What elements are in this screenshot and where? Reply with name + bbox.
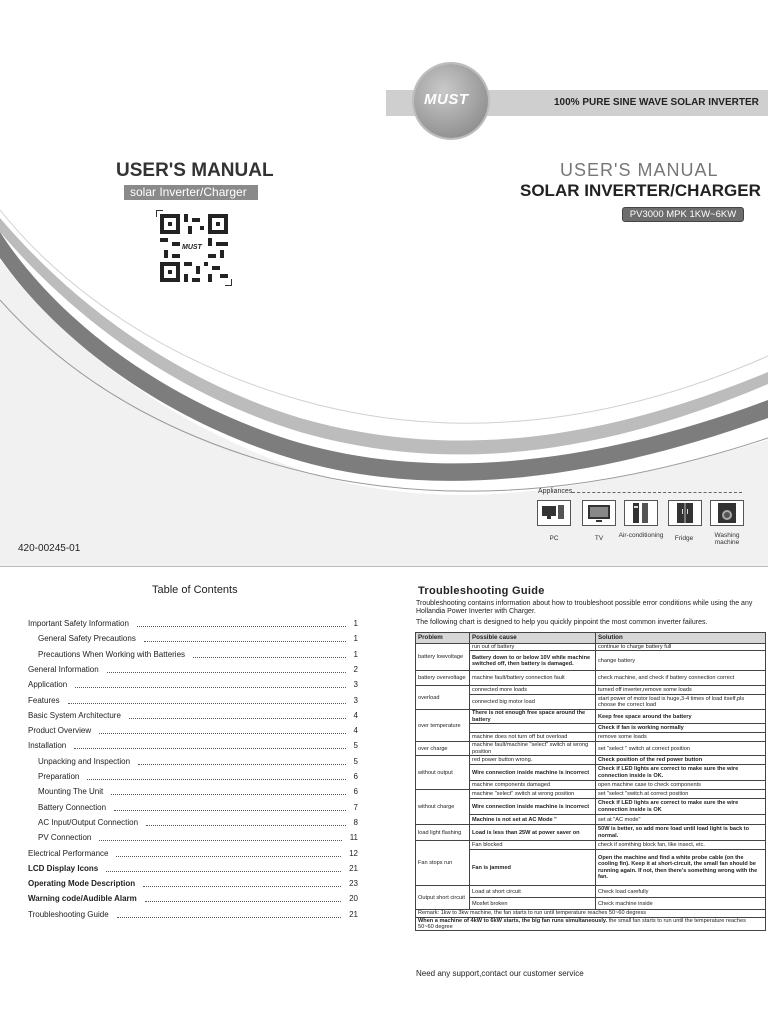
toc-entry-page: 1 [353, 619, 358, 628]
toc-leader-dots [114, 810, 346, 811]
toc-title: Table of Contents [152, 584, 238, 596]
toc-leader-dots [106, 871, 341, 872]
toc-leader-dots [143, 886, 341, 887]
cause-cell: Wire connection inside machine is incorrect [470, 765, 596, 781]
toc-entry [28, 772, 358, 787]
cause-cell: Wire connection inside machine is incorrect [470, 799, 596, 815]
tv-icon [582, 500, 616, 526]
toc-leader-dots [137, 626, 346, 627]
troubleshooting-intro: Troubleshooting contains information about how to troubleshoot possible error conditions while using the any Hollandia Power Inverter with Charger. [416, 600, 753, 615]
solution-cell: Check if LED lights are correct to make sure the wire connection inside is OK [596, 799, 766, 815]
problem-cell: Fan stops run [416, 841, 470, 886]
appliance-label-tv: TV [594, 535, 604, 542]
toc-entry-page: 5 [353, 741, 358, 751]
toc-entry [28, 650, 358, 665]
table-row [416, 644, 766, 651]
toc-entry [28, 680, 358, 695]
toc-entry-label: Warning code/Audible Alarm [28, 894, 137, 904]
troubleshooting-table [415, 632, 766, 931]
troubleshooting-intro-2: The following chart is designed to help you quickly pinpoint the most common inverter failures. [416, 619, 708, 626]
cause-cell [470, 724, 596, 733]
toc-leader-dots [75, 687, 346, 688]
problem-cell: battery lowvoltage [416, 644, 470, 671]
cause-cell: machine does not turn off but overload [470, 733, 596, 742]
table-header-row [416, 633, 766, 644]
problem-cell: overload [416, 686, 470, 710]
toc-entry-label: Battery Connection [38, 802, 107, 812]
cause-cell: machine components damaged [470, 781, 596, 790]
toc-entry-label: Precautions When Working with Batteries [38, 649, 186, 659]
cause-cell: red power button wrong. [470, 756, 596, 765]
cause-cell: Load is less than 25W at power saver on [470, 825, 596, 841]
toc-entry-page: 3 [353, 695, 358, 705]
solution-cell: Check position of the red power button [596, 756, 766, 765]
cause-cell: Mosfet broken [470, 898, 596, 910]
table-row [416, 886, 766, 898]
cause-cell: run out of battery [470, 644, 596, 651]
cause-cell: There is not enough free space around the battery [470, 710, 596, 724]
solution-cell: 50W is better, so add more load until load light is back to normal. [596, 825, 766, 841]
appliances-divider [572, 492, 742, 493]
toc-entry-page: 1 [353, 634, 358, 644]
problem-cell: load light flashing [416, 825, 470, 841]
page-divider [0, 566, 768, 567]
brand-logo-text: MUST [424, 91, 469, 108]
solution-cell: Open the machine and find a white probe cable (on the cooling fin). Keep it at short-circuit, the small fan should be running again. If not, then there's something wrong with the fan. [596, 850, 766, 886]
toc-leader-dots [74, 748, 346, 749]
table-row [416, 742, 766, 756]
cause-cell: Fan blocked [470, 841, 596, 850]
toc-entry-page: 11 [349, 833, 358, 843]
toc-entry-page: 5 [353, 756, 358, 766]
fridge-icon [668, 500, 702, 526]
toc-leader-dots [138, 764, 346, 765]
solution-cell: change battery [596, 651, 766, 671]
toc-entry [28, 849, 358, 864]
toc-entry-page: 1 [353, 649, 358, 659]
toc-entry-label: Basic System Architecture [28, 710, 121, 720]
toc-entry-label: Preparation [38, 772, 80, 781]
toc-entry-label: Product Overview [28, 726, 92, 736]
toc-entry [28, 741, 358, 756]
document-number: 420-00245-01 [18, 543, 81, 554]
cause-cell: connected more loads [470, 686, 596, 695]
table-row [416, 710, 766, 724]
product-title: SOLAR INVERTER/CHARGER [520, 181, 761, 200]
solution-cell: remove some loads [596, 733, 766, 742]
toc-entry-page: 21 [349, 909, 358, 919]
remark-cell [416, 917, 766, 931]
toc-leader-dots [193, 657, 346, 658]
problem-cell: Output short circuit [416, 886, 470, 910]
cause-cell: machine fault/machine "select" switch at wrong position [470, 742, 596, 756]
manual-title-left: USER'S MANUAL [116, 160, 274, 181]
solution-cell: check machine, and check if battery connection correct [596, 671, 766, 686]
toc-entry [28, 757, 358, 772]
remark-text: the small fan starts to run until the temperature reaches 50~60 degree [418, 917, 746, 931]
solution-cell: Check machine inside [596, 898, 766, 910]
toc-entry-label: Electrical Performance [28, 848, 109, 858]
solution-cell: Check load carefully [596, 886, 766, 898]
toc-entry [28, 696, 358, 711]
toc-entry [28, 787, 358, 802]
solution-cell: continue to charge battery full [596, 644, 766, 651]
table-row [416, 671, 766, 686]
toc-entry [28, 634, 358, 649]
toc-entry-label: Troubleshooting Guide [28, 909, 109, 919]
remark-text: Remark: 1kw to 3kw machine, the fan starts to run until temperature reaches 50~60 degress [416, 910, 766, 917]
toc-entry-label: Installation [28, 741, 67, 751]
problem-cell: battery overvoltage [416, 671, 470, 686]
toc-leader-dots [107, 672, 346, 673]
solution-cell: check if somthing block fan, like insect, etc. [596, 841, 766, 850]
toc-leader-dots [87, 779, 346, 780]
remark-row [416, 910, 766, 917]
solution-cell: set "select " switch at correct position [596, 742, 766, 756]
cause-cell: Load at short circuit [470, 886, 596, 898]
cause-cell: Battery down to or below 10V while machine switched off, then battery is damaged. [470, 651, 596, 671]
manual-subtitle-left: solar Inverter/Charger [124, 185, 258, 200]
toc-entry-label: General Information [28, 664, 99, 674]
toc-entry-page: 12 [349, 848, 358, 858]
toc-leader-dots [111, 794, 346, 795]
toc-entry-label: Operating Mode Description [28, 879, 136, 889]
solution-cell: start power of motor load is huge,3-4 times of load itself,pls choose the correct load [596, 695, 766, 710]
air-conditioning-icon [624, 500, 658, 526]
toc-entry [28, 894, 358, 909]
toc-entry-label: LCD Display Icons [28, 863, 99, 873]
toc-entry [28, 833, 358, 848]
cause-cell: connected big motor load [470, 695, 596, 710]
toc-entry-label: Application [28, 680, 68, 690]
toc-entry-label: General Safety Precautions [38, 634, 136, 644]
solution-cell: Keep free space around the battery [596, 710, 766, 724]
toc-entry-page: 6 [353, 787, 358, 797]
troubleshooting-title: Troubleshooting Guide [418, 585, 545, 597]
appliances-label: Appliances [538, 488, 573, 495]
appliance-label-washing-machine: Washing machine [714, 532, 740, 546]
toc-entry-page: 4 [353, 710, 358, 720]
table-row [416, 686, 766, 695]
toc-entry [28, 910, 358, 925]
toc-entry-page: 2 [353, 664, 358, 674]
toc-entry-label: Important Safety Information [28, 619, 129, 628]
toc-entry-page: 21 [349, 863, 358, 873]
toc-entry [28, 818, 358, 833]
table-row [416, 841, 766, 850]
qr-corner-mark [156, 210, 163, 217]
toc-entry [28, 726, 358, 741]
tagline: 100% PURE SINE WAVE SOLAR INVERTER [554, 97, 759, 108]
header-problem: Problem [416, 633, 470, 644]
table-row [416, 756, 766, 765]
cause-cell: Machine is not set at AC Mode " [470, 815, 596, 825]
remark-text: When a machine of 4kW to 6kW starts, the big fan runs simultaneously. [418, 917, 608, 924]
pc-icon [537, 500, 571, 526]
toc-entry [28, 665, 358, 680]
toc-entry-label: PV Connection [38, 833, 92, 843]
toc-entry-label: Features [28, 695, 60, 705]
solution-cell: turned off inverter,remove some loads [596, 686, 766, 695]
toc-leader-dots [146, 825, 346, 826]
washing-machine-icon [710, 500, 744, 526]
toc-leader-dots [145, 901, 341, 902]
table-row [416, 825, 766, 841]
toc-leader-dots [129, 718, 346, 719]
qr-corner-mark [225, 279, 232, 286]
appliance-label-fridge: Fridge [674, 535, 694, 542]
support-footer: Need any support,contact our customer service [416, 969, 584, 978]
cause-cell: machine fault/battery connection fault [470, 671, 596, 686]
header-possible-cause: Possible cause [470, 633, 596, 644]
solution-cell: Check if LED lights are correct to make sure the wire connection inside is OK. [596, 765, 766, 781]
toc-leader-dots [144, 641, 346, 642]
model-badge: PV3000 MPK 1KW~6KW [622, 207, 744, 222]
qr-logo-text: MUST [182, 244, 202, 251]
appliance-label-air-conditioning: Air-conditioning [618, 532, 664, 539]
solution-cell: set "select "switch at correct position [596, 790, 766, 799]
toc-entry [28, 711, 358, 726]
solution-cell: set at "AC mode" [596, 815, 766, 825]
toc-entry [28, 879, 358, 894]
toc-entry-label: Unpacking and Inspection [38, 756, 131, 766]
manual-title-right: USER'S MANUAL [560, 160, 719, 180]
toc-entry-page: 23 [349, 879, 358, 889]
toc-entry-label: AC Input/Output Connection [38, 817, 139, 827]
toc-leader-dots [99, 733, 346, 734]
toc-entry-page: 20 [349, 894, 358, 904]
toc-entry-page: 7 [353, 802, 358, 812]
toc-entry-page: 8 [353, 817, 358, 827]
toc-leader-dots [117, 917, 341, 918]
problem-cell: over charge [416, 742, 470, 756]
header-solution: Solution [596, 633, 766, 644]
toc-leader-dots [68, 703, 346, 704]
cause-cell: Fan is jammed [470, 850, 596, 886]
toc-leader-dots [99, 840, 342, 841]
cause-cell: machine "select" switch at wrong position [470, 790, 596, 799]
problem-cell: over temperature [416, 710, 470, 742]
qr-code [160, 214, 228, 282]
remark-row [416, 917, 766, 931]
solution-cell: Check if fan is working normally [596, 724, 766, 733]
table-row [416, 790, 766, 799]
toc-entry [28, 803, 358, 818]
toc-entry-page: 4 [353, 726, 358, 736]
toc-entry-page: 6 [353, 772, 358, 781]
appliance-label-pc: PC [549, 535, 559, 542]
toc-leader-dots [116, 856, 341, 857]
toc-entry-page: 3 [353, 680, 358, 690]
toc-entry [28, 864, 358, 879]
problem-cell: without charge [416, 790, 470, 825]
solution-cell: open machine case to check components [596, 781, 766, 790]
toc-entry-label: Mounting The Unit [38, 787, 104, 797]
problem-cell: without output [416, 756, 470, 790]
toc-entry [28, 619, 358, 634]
